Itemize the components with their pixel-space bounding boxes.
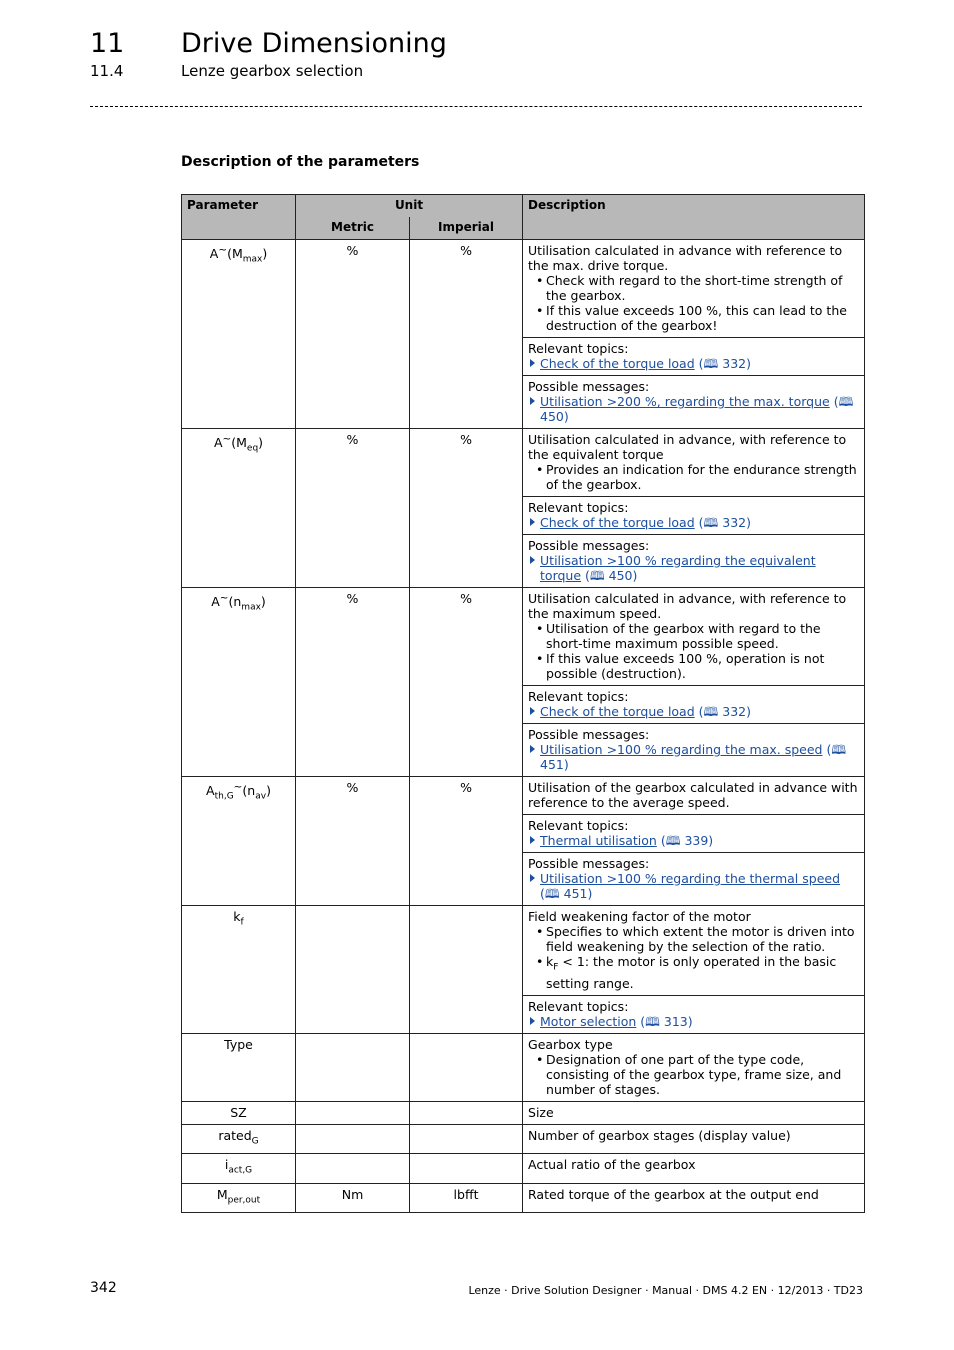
relevant-topics-cell: Relevant topics: Motor selection (🕮 313) [523,995,865,1033]
imperial-cell [410,1101,523,1124]
table-header-row [182,195,865,218]
table-row [182,777,865,815]
metric-cell: % [296,588,410,777]
link-motor-selection[interactable]: Motor selection [540,1013,637,1029]
possible-messages-cell: Possible messages: Utilisation >100 % regarding the equivalent torque (🕮 450) [523,535,865,588]
list-item: • Specifies to which extent the motor is driven into field weakening by the selection of the ratio. [546,924,859,954]
book-icon: 🕮 [703,515,719,530]
param-cell: $A^\sim(n_{max})$ [182,588,296,777]
param-cell: Type [182,1033,296,1101]
list-item: • Check with regard to the short-time strength of the gearbox. [546,273,859,303]
metric-cell [296,1101,410,1124]
arrow-right-icon [530,745,535,753]
arrow-right-icon [530,359,535,367]
metric-cell [296,1124,410,1154]
description-cell: Number of gearbox stages (display value) [523,1124,865,1154]
header-parameter: Parameter [182,195,296,240]
param-cell: $A^\sim(M_{eq})$ [182,429,296,588]
imperial-cell: lbfft [410,1183,523,1213]
param-cell: $i_{act,G}$ [182,1154,296,1184]
imperial-cell [410,1154,523,1184]
param-cell: $A^\sim(M_{max})$ [182,240,296,429]
link-check-torque-load[interactable]: Check of the torque load [540,704,695,719]
metric-cell [296,906,410,1034]
link-utilisation-100-max-speed[interactable]: Utilisation >100 % regarding the max. speed [540,742,823,757]
imperial-cell [410,1033,523,1101]
description-cell: Field weakening factor of the motor • Specifies to which extent the motor is driven into field weakening by the selection of the ratio. • $k_F < 1$: the motor is only operated in the basic setting range. [523,906,865,996]
table-row [182,1101,865,1124]
description-cell: Utilisation calculated in advance, with reference to the maximum speed. • Utilisation of the gearbox with regard to the short-time maximum possible speed. • If this value exceeds 100 %, operation is not possible (destruction). [523,588,865,686]
link-utilisation-100-thermal-speed[interactable]: Utilisation >100 % regarding the thermal speed [540,871,841,886]
possible-messages-cell: Possible messages: Utilisation >100 % regarding the max. speed (🕮 451) [523,724,865,777]
metric-cell: % [296,429,410,588]
list-item: • If this value exceeds 100 %, this can lead to the destruction of the gearbox! [546,303,859,333]
header-description: Description [523,195,865,240]
description-cell: Rated torque of the gearbox at the output end [523,1183,865,1213]
header-unit: Unit [296,195,523,218]
list-item: • Utilisation of the gearbox with regard to the short-time maximum possible speed. [546,621,859,651]
header-divider [90,106,862,107]
param-cell: $M_{per,out}$ [182,1183,296,1213]
book-icon: 🕮 [831,742,847,757]
list-item: • Designation of one part of the type code, consisting of the gearbox type, frame size, and number of stages. [546,1052,859,1097]
table-row [182,1154,865,1184]
imperial-cell: % [410,240,523,429]
header-imperial: Imperial [410,217,523,240]
relevant-topics-cell: Relevant topics: Check of the torque load (🕮 332) [523,686,865,724]
book-icon: 🕮 [703,356,719,371]
chapter-title: Drive Dimensioning [181,28,447,59]
book-icon: 🕮 [665,833,681,848]
description-cell: Actual ratio of the gearbox [523,1154,865,1184]
imperial-cell [410,906,523,1034]
arrow-right-icon [530,556,535,564]
link-utilisation-200-max-torque[interactable]: Utilisation >200 %, regarding the max. torque [540,394,830,409]
table-row [182,1124,865,1154]
header-metric: Metric [296,217,410,240]
arrow-right-icon [530,707,535,715]
relevant-topics-cell: Relevant topics: Thermal utilisation (🕮 339) [523,815,865,853]
table-row [182,906,865,996]
table-row [182,429,865,497]
description-cell: Gearbox type • Designation of one part of the type code, consisting of the gearbox type, frame size, and number of stages. [523,1033,865,1101]
list-item: • If this value exceeds 100 %, operation is not possible (destruction). [546,651,859,681]
table-row [182,1183,865,1213]
param-cell: SZ [182,1101,296,1124]
link-thermal-utilisation[interactable]: Thermal utilisation [540,833,657,848]
imperial-cell: % [410,588,523,777]
table-row [182,588,865,686]
list-item: • Provides an indication for the endurance strength of the gearbox. [546,462,859,492]
relevant-topics-cell: Relevant topics: Check of the torque load (🕮 332) [523,497,865,535]
description-cell: Size [523,1101,865,1124]
metric-cell: % [296,240,410,429]
section-heading: Description of the parameters [181,154,420,170]
page-number: 342 [90,1280,117,1296]
book-icon: 🕮 [645,1013,660,1029]
metric-cell: Nm [296,1183,410,1213]
param-cell: rated$_G$ [182,1124,296,1154]
book-icon: 🕮 [838,394,854,409]
possible-messages-cell: Possible messages: Utilisation >100 % regarding the thermal speed (🕮 451) [523,853,865,906]
book-icon: 🕮 [589,568,605,583]
table-row [182,1033,865,1101]
description-cell: Utilisation of the gearbox calculated in advance with reference to the average speed. [523,777,865,815]
link-utilisation-100-equivalent-torque[interactable]: Utilisation >100 % regarding the equivalent torque [540,553,816,583]
list-item: • $k_F < 1$: the motor is only operated in the basic setting range. [546,954,859,991]
arrow-right-icon [530,1017,535,1025]
chapter-number: 11 [90,28,125,59]
arrow-right-icon [530,397,535,405]
param-cell: $A_{th,G}^\sim(n_{av})$ [182,777,296,906]
imperial-cell [410,1124,523,1154]
param-cell: $k_f$ [182,906,296,1034]
metric-cell: % [296,777,410,906]
relevant-topics-cell: Relevant topics: Check of the torque load (🕮 332) [523,338,865,376]
book-icon: 🕮 [703,704,719,719]
link-check-torque-load[interactable]: Check of the torque load [540,515,695,530]
metric-cell [296,1033,410,1101]
imperial-cell: % [410,777,523,906]
description-cell: Utilisation calculated in advance, with reference to the equivalent torque • Provides an indication for the endurance strength of the gearbox. [523,429,865,497]
footer-doc-info: Lenze · Drive Solution Designer · Manual · DMS 4.2 EN · 12/2013 · TD23 [468,1284,863,1297]
possible-messages-cell: Possible messages: Utilisation >200 %, regarding the max. torque (🕮 450) [523,376,865,429]
metric-cell [296,1154,410,1184]
link-check-torque-load[interactable]: Check of the torque load [540,356,695,371]
imperial-cell: % [410,429,523,588]
section-number: 11.4 [90,62,124,80]
arrow-right-icon [530,518,535,526]
description-cell: Utilisation calculated in advance with reference to the max. drive torque. • Check with regard to the short-time strength of the gearbox. • If this value exceeds 100 %, this can lead to the destruction of the gearbox! [523,240,865,338]
table-row [182,240,865,338]
book-icon: 🕮 [544,886,560,901]
parameters-table [181,194,865,1213]
section-title: Lenze gearbox selection [181,62,364,80]
arrow-right-icon [530,836,535,844]
arrow-right-icon [530,874,535,882]
